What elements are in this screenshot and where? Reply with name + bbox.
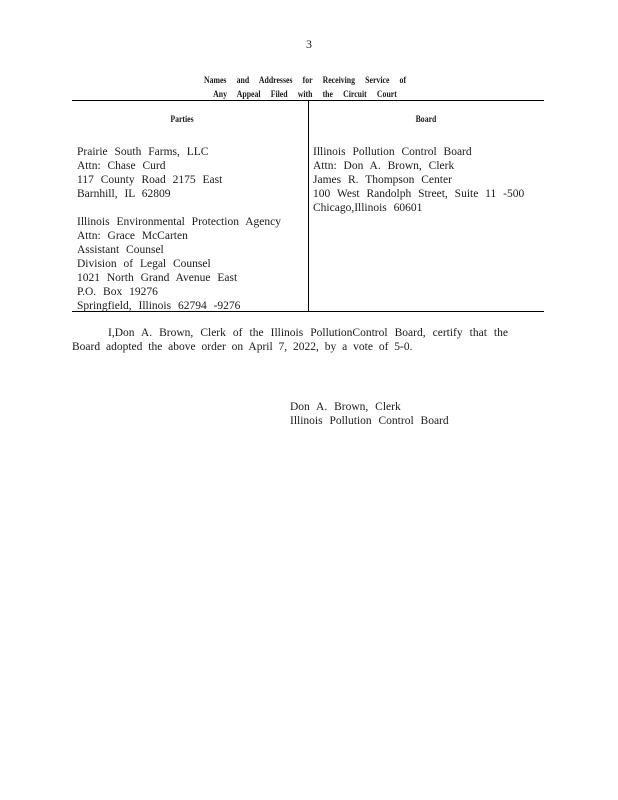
column-divider — [308, 101, 309, 311]
address-line: P.O. Box 19276 — [77, 286, 158, 298]
address-line: 1021 North Grand Avenue East — [77, 272, 238, 284]
heading-line-1: Names and Addresses for Receiving Service of — [203, 76, 407, 86]
party-address-prairie-south-farms — [77, 145, 222, 201]
service-table — [72, 100, 544, 312]
address-line: Illinois Environmental Protection Agency — [77, 216, 281, 228]
address-line: Division of Legal Counsel — [77, 258, 211, 270]
parties-column-header: Parties — [170, 115, 194, 125]
address-line: Barnhill, IL 62809 — [77, 188, 171, 200]
page-number: 3 — [306, 37, 312, 51]
signature-block — [290, 400, 449, 428]
board-address — [313, 145, 524, 215]
address-line: Attn: Don A. Brown, Clerk — [313, 160, 455, 172]
heading-line-2: Any Appeal Filed with the Circuit Court — [213, 90, 397, 100]
address-line: Prairie South Farms, LLC — [77, 146, 209, 158]
address-line: Springfield, Illinois 62794 -9276 — [77, 300, 241, 312]
service-heading — [153, 74, 456, 102]
address-line: Attn: Grace McCarten — [77, 230, 188, 242]
address-line: 117 County Road 2175 East — [77, 174, 223, 186]
board-column-header: Board — [415, 115, 437, 125]
address-line: Chicago,Illinois 60601 — [313, 202, 423, 214]
address-line: James R. Thompson Center — [313, 174, 452, 186]
clerk-certification: I,Don A. Brown, Clerk of the Illinois PollutionControl Board, certify that the Board adopted the above order on April 7, 2022, by a vote of 5-0. — [72, 327, 508, 353]
address-line: 100 West Randolph Street, Suite 11 -500 — [313, 188, 525, 200]
party-address-iepa — [77, 215, 281, 313]
address-line: Attn: Chase Curd — [77, 160, 166, 172]
address-line: Assistant Counsel — [77, 244, 164, 256]
signature-organization: Illinois Pollution Control Board — [290, 415, 449, 427]
address-line: Illinois Pollution Control Board — [313, 146, 472, 158]
signature-name: Don A. Brown, Clerk — [290, 401, 401, 413]
